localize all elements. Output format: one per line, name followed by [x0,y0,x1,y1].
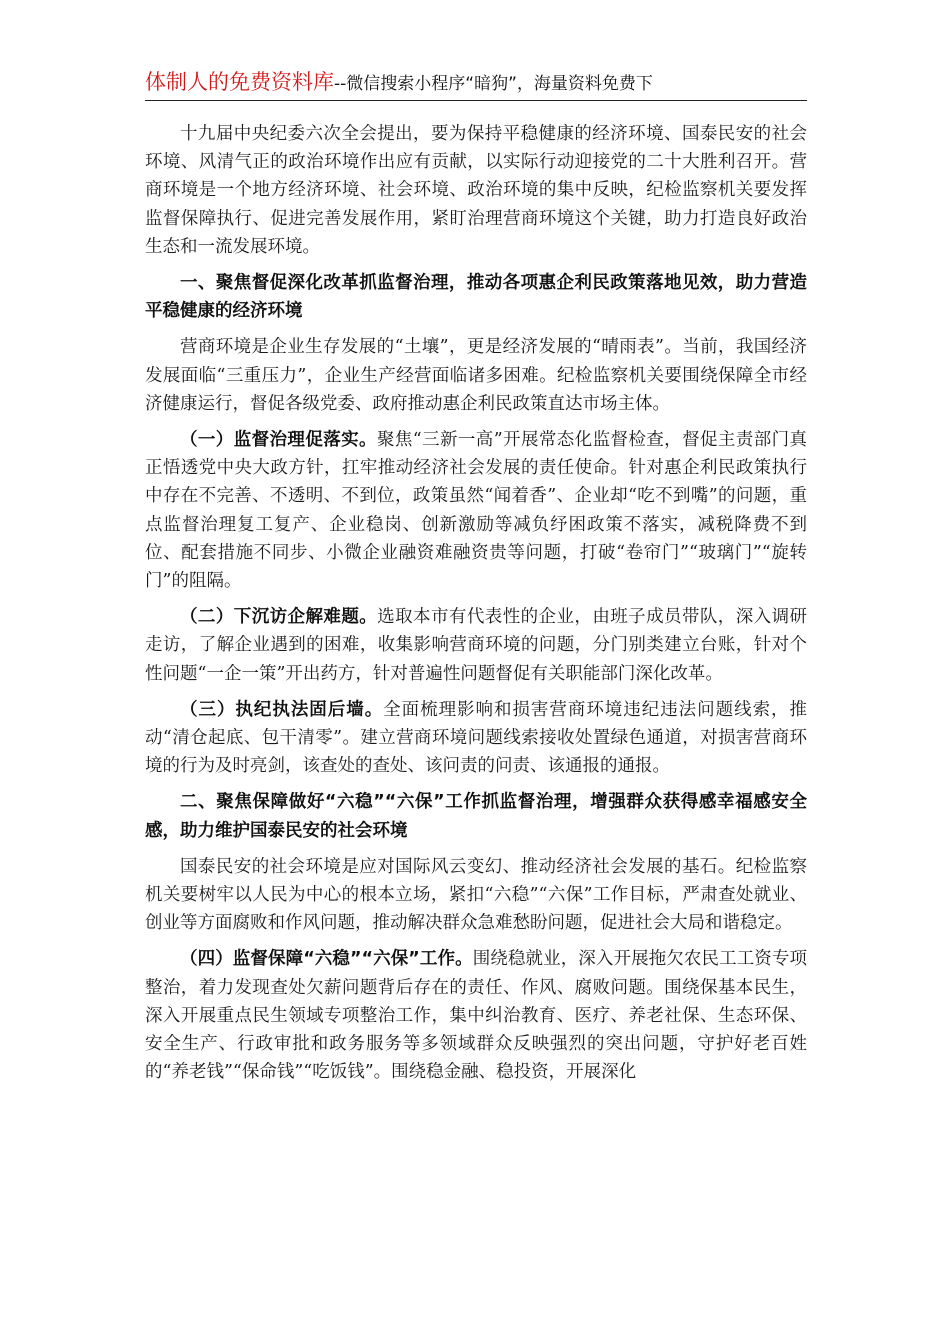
document-body [145,120,807,1095]
item-1-text: 聚焦“三新一高”开展常态化监督检查，督促主责部门真正悟透党中央大政方针，扛牢推动经济社会发展的责任使命。针对惠企利民政策执行中存在不完善、不透明、不到位，政策虽然“闻着香”、企业却“吃不到嘴”的问题，重点监督治理复工复产、企业稳岗、创新激励等减负纾困政策不落实，减税降费不到位、配套措施不同步、小微企业融资难融资贵等问题，打破“卷帘门”“玻璃门”“旋转门”的阻隔。 [145,430,807,592]
item-4-text: 围绕稳就业，深入开展拖欠农民工工资专项整治，着力发现查处欠薪问题背后存在的责任、作风、腐败问题。围绕保基本民生，深入开展重点民生领域专项整治工作，集中纠治教育、医疗、养老社保、生态环保、安全生产、行政审批和政务服务等多领域群众反映强烈的突出问题，守护好老百姓的“养老钱”“保命钱”“吃饭钱”。围绕稳金融、稳投资，开展深化 [145,949,807,1083]
item-2-lead: （二）下沉访企解难题。 [180,607,378,628]
item-4-paragraph [145,945,807,1086]
section-2-heading: 二、聚焦保障做好“六稳”“六保”工作抓监督治理，增强群众获得感幸福感安全感，助力维护国泰民安的社会环境 [145,792,807,841]
item-3-lead: （三）执纪执法固后墙。 [180,699,384,720]
section-2-body: 国泰民安的社会环境是应对国际风云变幻、推动经济社会发展的基石。纪检监察机关要树牢以人民为中心的根本立场，紧扣“六稳”“六保”工作目标，严肃查处就业、创业等方面腐败和作风问题，推动解决群众急难愁盼问题，促进社会大局和谐稳定。 [145,856,807,934]
page-header [145,66,807,101]
item-3-paragraph [145,696,807,781]
item-1-lead: （一）监督治理促落实。 [180,430,377,451]
item-2-text: 选取本市有代表性的企业，由班子成员带队，深入调研走访，了解企业遇到的困难，收集影响营商环境的问题，分门别类建立台账，针对个性问题“一企一策”开出药方，针对普遍性问题督促有关职能部门深化改革。 [145,607,808,684]
item-2-paragraph [145,603,807,688]
section-1-body: 营商环境是企业生存发展的“土壤”，更是经济发展的“晴雨表”。当前，我国经济发展面临“三重压力”，企业生产经营面临诸多困难。纪检监察机关要围绕保障全市经济健康运行，督促各级党委、政府推动惠企利民政策直达市场主体。 [145,337,807,414]
item-1-paragraph [145,426,807,595]
section-1-heading: 一、聚焦督促深化改革抓监督治理，推动各项惠企利民政策落地见效，助力营造平稳健康的经济环境 [145,273,807,322]
header-slogan: --微信搜索小程序“暗狗”，海量资料免费下 [334,74,653,94]
item-3-text: 全面梳理影响和损害营商环境违纪违法问题线索，推动“清仓起底、包干清零”。建立营商环境问题线索接收处置绿色通道，对损害营商环境的行为及时亮剑，该查处的查处、该问责的问责、该通报的通报。 [145,699,808,777]
item-4-lead: （四）监督保障“六稳”“六保”工作。 [180,949,473,970]
header-brand: 体制人的免费资料库 [145,70,334,94]
intro-paragraph: 十九届中央纪委六次全会提出，要为保持平稳健康的经济环境、国泰民安的社会环境、风清气正的政治环境作出应有贡献，以实际行动迎接党的二十大胜利召开。营商环境是一个地方经济环境、社会环境、政治环境的集中反映，纪检监察机关要发挥监督保障执行、促进完善发展作用，紧盯治理营商环境这个关键，助力打造良好政治生态和一流发展环境。 [145,124,807,257]
